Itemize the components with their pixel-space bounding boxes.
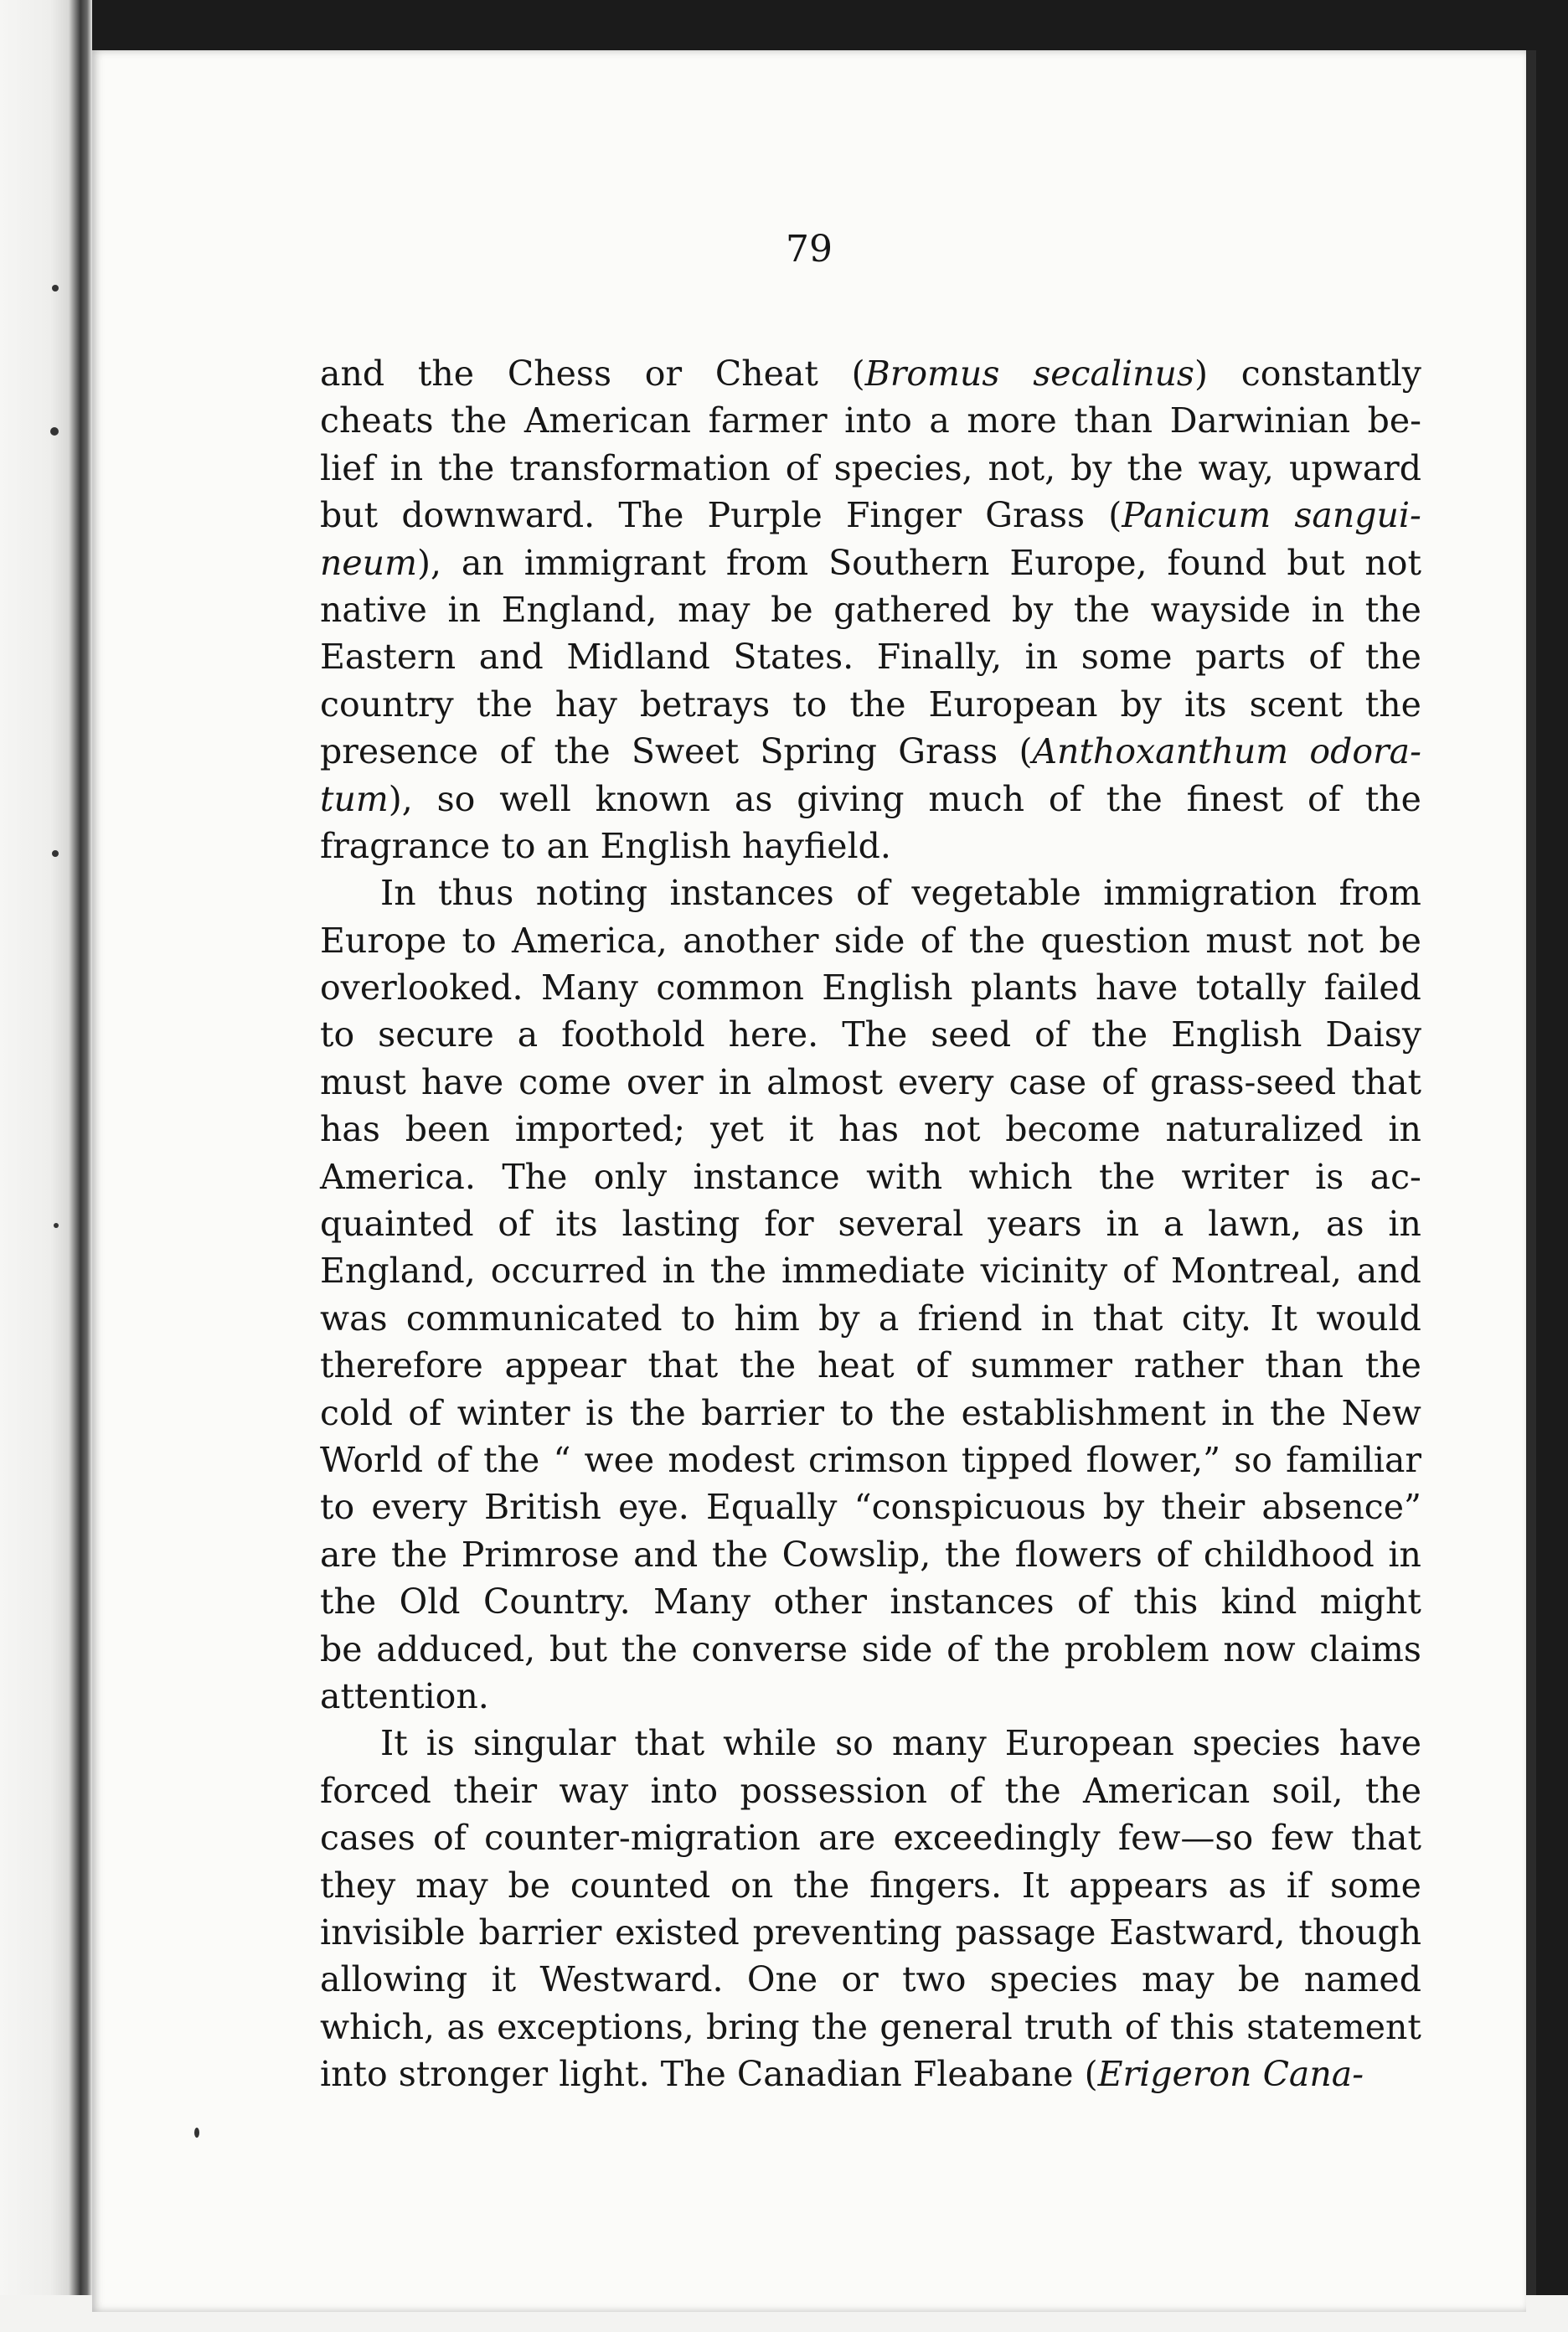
text-line: World of the “ wee modest crimson tipped flower,” so familiar [320,1439,1421,1480]
text-line: overlooked. Many common English plants have totally failed [320,967,1421,1009]
body-text [320,350,1421,2097]
text-line: cheats the American farmer into a more than Darwinian be- [320,400,1421,441]
text-line: to secure a foothold here. The seed of the English Daisy [320,1014,1421,1055]
text-line: In thus noting instances of vegetable immigration from [380,873,1421,914]
text-line: was communicated to him by a friend in that city. It would [320,1298,1421,1339]
text-line: Europe to America, another side of the question must not be [320,920,1421,961]
text-line: therefore appear that the heat of summer rather than the [320,1345,1421,1386]
text-line: America. The only instance with which the writer is ac- [320,1156,1421,1197]
text-line: Eastern and Midland States. Finally, in some parts of the [320,637,1421,678]
text-line: It is singular that while so many European species have [380,1723,1421,1764]
text-line: into stronger light. The Canadian Fleabane (Erigeron Cana- [320,2054,1364,2095]
text-line: neum), an immigrant from Southern Europe, found but not [320,542,1421,583]
text-line: but downward. The Purple Finger Grass (Panicum sangui- [320,495,1421,536]
text-line: forced their way into possession of the American soil, the [320,1770,1421,1811]
scan-speck [50,427,59,436]
text-line: and the Chess or Cheat (Bromus secalinus) constantly [320,353,1421,394]
book-page [92,50,1526,2312]
text-line: presence of the Sweet Spring Grass (Anthoxanthum odora- [320,731,1421,772]
text-line: cold of winter is the barrier to the establishment in the New [320,1392,1421,1433]
text-line: fragrance to an English hayfield. [320,825,891,866]
text-line: must have come over in almost every case of grass-seed that [320,1061,1421,1102]
text-line: are the Primrose and the Cowslip, the flowers of childhood in [320,1534,1421,1575]
text-line: cases of counter-migration are exceedingly few—so few that [320,1818,1421,1859]
scan-speck [52,850,59,857]
text-line: invisible barrier existed preventing passage Eastward, though [320,1912,1421,1953]
text-line: be adduced, but the converse side of the problem now claims [320,1628,1421,1669]
text-line: allowing it Westward. One or two species may be named [320,1959,1421,2000]
text-line: tum), so well known as giving much of the finest of the [320,778,1421,819]
page-shadow-edge [1526,50,1536,2312]
scan-speck [194,2128,199,2138]
page-number: 79 [786,228,833,271]
scan-speck [52,285,59,292]
text-line: which, as exceptions, bring the general truth of this statement [320,2006,1421,2047]
text-line: England, occurred in the immediate vicinity of Montreal, and [320,1251,1421,1292]
text-line: has been imported; yet it has not become naturalized in [320,1109,1421,1150]
book-spine-edge [0,0,92,2332]
text-line: attention. [320,1675,489,1716]
text-line: they may be counted on the fingers. It appears as if some [320,1865,1421,1906]
text-line: country the hay betrays to the European by its scent the [320,684,1421,725]
text-line: lief in the transformation of species, not, by the way, upward [320,447,1421,488]
text-line: native in England, may be gathered by the wayside in the [320,589,1421,630]
text-line: to every British eye. Equally “conspicuous by their absence” [320,1487,1421,1528]
scan-speck [54,1223,59,1228]
text-line: quainted of its lasting for several years in a lawn, as in [320,1204,1421,1245]
text-line: the Old Country. Many other instances of this kind might [320,1581,1421,1623]
